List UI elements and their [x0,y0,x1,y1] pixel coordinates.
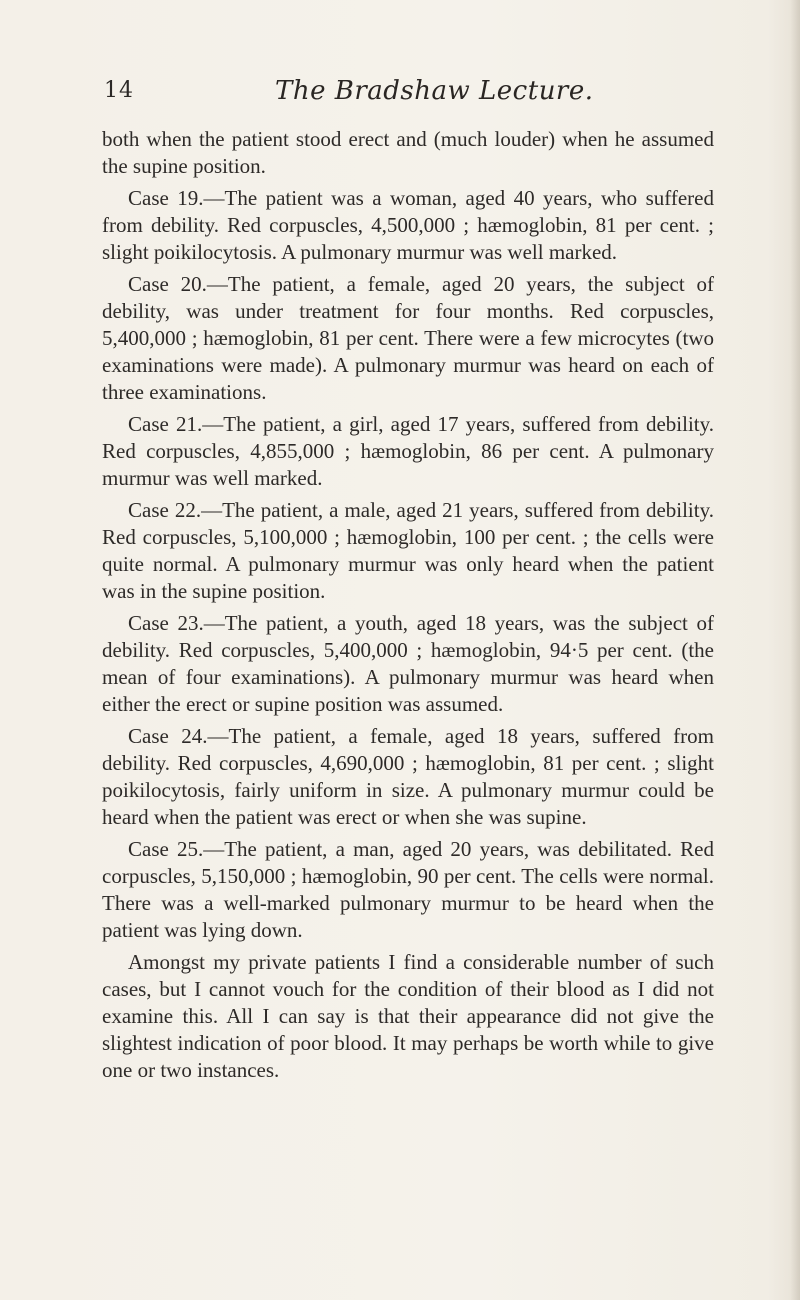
paragraph-case-21: Case 21.—The patient, a girl, aged 17 years, suffered from debility. Red corpuscles, 4,855,000 ; hæmoglobin, 86 per cent. A pulmonary murmur was well marked. [102,412,714,490]
running-title: The Bradshaw Lecture. [275,76,594,106]
paragraph-case-19: Case 19.—The patient was a woman, aged 40 years, who suffered from debility. Red corpuscles, 4,500,000 ; hæmoglobin, 81 per cent. ; slight poikilocytosis. A pulmonary murmur was well marked. [102,186,714,264]
paragraph-case-20: Case 20.—The patient, a female, aged 20 years, the subject of debility, was under treatment for four months. Red corpuscles, 5,400,000 ; hæmoglobin, 81 per cent. There were a few microcytes (two examinations were made). A pulmonary murmur was heard on each of three examinations. [102,272,714,404]
page-number: 14 [104,78,134,103]
page-edge-shadow [790,0,800,1300]
body-text [102,126,714,1089]
paragraph-case-22: Case 22.—The patient, a male, aged 21 years, suffered from debility. Red corpuscles, 5,100,000 ; hæmoglobin, 100 per cent. ; the cells were quite normal. A pulmonary murmur was only heard when the patient was in the supine position. [102,498,714,603]
paragraph-private-patients: Amongst my private patients I find a considerable number of such cases, but I cannot vouch for the condition of their blood as I did not examine this. All I can say is that their appearance did not give the slightest indication of poor blood. It may perhaps be worth while to give one or two instances. [102,950,714,1082]
paragraph-case-25: Case 25.—The patient, a man, aged 20 years, was debilitated. Red corpuscles, 5,150,000 ; hæmoglobin, 90 per cent. The cells were normal. There was a well-marked pulmonary murmur to be heard when the patient was lying down. [102,837,714,942]
paragraph-continuation: both when the patient stood erect and (much louder) when he assumed the supine position. [102,127,714,178]
paragraph-case-23: Case 23.—The patient, a youth, aged 18 years, was the subject of debility. Red corpuscles, 5,400,000 ; hæmoglobin, 94·5 per cent. (the mean of four examinations). A pulmonary murmur was heard when either the erect or supine position was assumed. [102,611,714,716]
page-header [0,78,800,118]
paragraph-case-24: Case 24.—The patient, a female, aged 18 years, suffered from debility. Red corpuscles, 4,690,000 ; hæmoglobin, 81 per cent. ; slight poikilocytosis, fairly uniform in size. A pulmonary murmur could be heard when the patient was erect or when she was supine. [102,724,714,829]
